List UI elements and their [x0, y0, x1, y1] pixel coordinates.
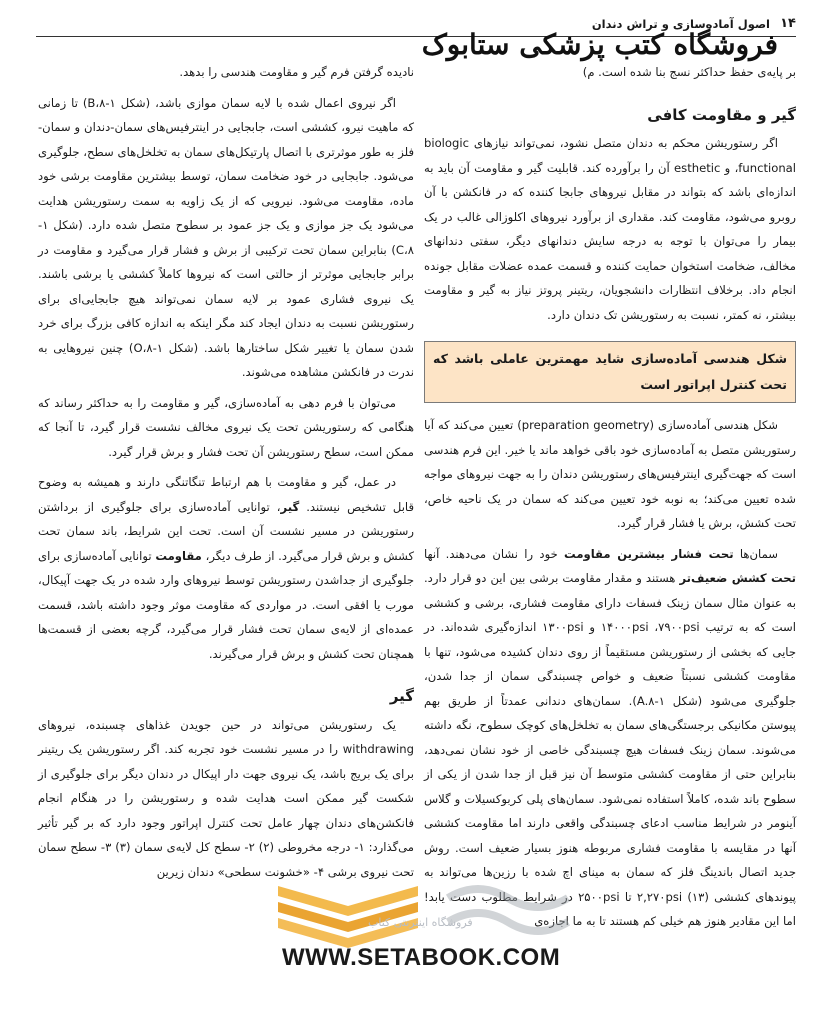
callout-box: شکل هندسی آماده‌سازی شاید مهمترین عاملی باشد که تحت کنترل اپراتور است [424, 341, 796, 403]
watermark-url: WWW.SETABOOK.COM [282, 944, 561, 971]
bold-term: گیر [280, 499, 300, 514]
paragraph: اگر رستوریشن محکم به دندان متصل نشود، نمی‌تواند نیازهای biologic ،functional و esthetic آن را برآورده کند. قابلیت گیر و مقاومت آن باید به اندازه‌ای باشد که بتواند در مقابل نیروهای جابجا کننده که در فانکشن با آن روبرو می‌شود، مقاومت کند. مقداری از برآورد نیروهای اکلوزالی غالب در یک بیمار را می‌توان با توجه به درجه سایش دندانهای دیگر، سفتی دندانهای مخالف، ضخامت استخوان حمایت کننده و قسمت عمده عضلات مقابل جونده انجام داد. برخلاف انتظارات دانشجویان، ریتینر پروتز نیاز به گیر و مقاومت بیشتر، نه کمتر، نسبت به رستوریشن تک دندان دارد. [424, 136, 796, 322]
right-column [424, 60, 796, 940]
paragraph: اگر نیروی اعمال شده با لایه سمان موازی باشد، (شکل ۱-B،۸) تا زمانی که ماهیت نیرو، کششی است، جابجایی در اینترفیس‌های سمان-دندان و سمان-فلز به طور موثرتری با اتصال پارتیکل‌های سمان به تخلخل‌های سطح، جلوگیری می‌شود. جابجایی در خود ضخامت سمان، توسط بیشترین مقاومت برشی خود ماده، مقاومت می‌شود. نیرویی که از یک زاویه به سمت رستوریشن هدایت می‌شود یک جز موازی و یک جز عمود بر سطوح متصل شده دارد. (شکل ۱-C،۸) بنابراین سمان تحت ترکیبی از برش و فشار قرار می‌گیرد و مقاومت در برابر جابجایی موثرتر از حالتی است که نیروها کاملاً کششی یا برشی باشند. یک نیروی فشاری عمود بر لایه سمان نمی‌تواند هیچ جابجایی‌ای برای رستوریشن نسبت به دندان ایجاد کند مگر اینکه به اندازه کافی بزرگ برای خرد شدن سمان یا تغییر شکل ساختارها باشد. (شکل ۱-O،۸) چنین نیروهایی به ندرت در فانکشن مشاهده می‌شوند. [38, 95, 414, 379]
section-heading-retention-resistance: گیر و مقاومت کافی [647, 105, 796, 124]
bold-term: تحت کشش ضعیف‌تر [679, 571, 796, 585]
section-heading-retention: گیر [389, 687, 414, 705]
text-run: در عمل، گیر و مقاومت با هم ارتباط تنگاتنگی دارند و همیشه به وضوح قابل تشخیص نیستند. [38, 475, 414, 514]
watermark-shop-name: فروشگاه کتب پزشکی ستابوک [421, 28, 778, 61]
bold-term: تحت فشار بیشترین مقاومت [564, 546, 734, 561]
intro-line: بر پایه‌ی حفظ حداکثر نسج بنا شده است. م) [582, 65, 796, 79]
text-run: ، توانایی آماده‌سازی برای جلوگیری از برداشتن رستوریشن در مسیر نشست آن است. تحت این شرایط، باند سمان تحت کشش و برش قرار می‌گیرد. از طرف دیگر، [38, 499, 414, 563]
text-run: هستند و مقدار مقاومت برشی بین این دو قرار دارد. به عنوان مثال سمان زینک فسفات دارای مقاومت فشاری، برشی و کششی است که به ترتیب ۱۴۰۰۰psi ،۷۹۰۰psi و ۱۳۰۰psi اندازه‌گیری شده‌اند. در جایی که بخشی از رستوریشن مستقیماً از روی دندان کشیده می‌شود، تنها با مقاومت کششی نسبتاً ضعیف و خواص چسبندگی سمان از جدا شدن، جلوگیری می‌شود (شکل ۱-A.۸). سمان‌های دندانی عمدتاً از طریق بهم پیوستن مکانیکی برجستگی‌های سمان به تخلخل‌های کوچک سطوح، نگه داشته می‌شوند. سمان زینک فسفات هیچ چسبندگی خاصی از خود نشان نمی‌دهد، بنابراین حتی از مقاومت کششی متوسط آن نیز قبل از جدا شدن از یکی از سطوح باند شده، کاملاً استفاده نمی‌شود. سمان‌های پلی کربوکسیلات و گلاس آینومر در شرایط مناسب ادعای چسبندگی واقعی دارند اما مقاومت کششی آنها در مقایسه با مقاومت فشاری مربوطه هنوز بسیار ضعیف است. روش جدید اتصال باندینگ فلز که سمان به مینای اچ شده با رزین‌ها می‌تواند به پیوندهای کششی ۲,۲۷۰psi (۱۳) تا ۲۵۰۰psi در شرایط مطلوب دست یابد! اما این مقادیر هنوز هم خیلی کم هستند تا به ما اجازه‌ی [424, 571, 797, 928]
text-run: خود را نشان می‌دهند. آنها [424, 546, 565, 561]
setabook-watermark-logo [238, 878, 608, 998]
paragraph: نادیده گرفتن فرم گیر و مقاومت هندسی را بدهد. [179, 65, 414, 79]
left-column [38, 60, 414, 890]
paragraph [424, 542, 796, 934]
paragraph: یک رستوریشن می‌تواند در حین جویدن غذاهای چسبنده، نیروهای withdrawing را در مسیر نشست خود تجربه کند. اگر رستوریشن یک ریتینر برای یک بریج باشد، یک نیروی جهت دار اپیکال در دندان دیگر برای جلوگیری از شکست گیر ممکن است هدایت شده و رستوریشن را در هنگام انجام فانکشن‌های دندان چهار عامل تحت کنترل اپراتور وجود دارد که بر گیر تأثیر می‌گذارد: ۱- درجه مخروطی (۲) ۲- سطح کل لایه‌ی سمان (۳) ۳- سطح سمان تحت نیروی برشی ۴- «خشونت سطحی» دندان زیرین [38, 717, 414, 879]
text-run: توانایی آماده‌سازی برای جلوگیری از جداشدن رستوریشن توسط نیروهای وارد شده در یک جهت آپیکال، مورب یا افقی است. در مواردی که مقاومت موثر وجود داشته باشد، قسمت عمده‌ای از لایه‌ی سمان تحت فشار قرار می‌گیرد، گرچه بعضی از قسمت‌ها همچنان تحت کشش و برش قرار می‌گیرند. [38, 548, 414, 661]
text-run: سمان‌ها [733, 546, 778, 561]
paragraph: می‌توان با فرم دهی به آماده‌سازی، گیر و مقاومت را به حداکثر رساند که هنگامی که رستوریشن تحت یک نیروی مخالف نشست قرار گیرد، تا آنجا که ممکن است، سطح رستوریشن آن تحت فشار و برش قرار گیرد. [38, 395, 414, 459]
running-title: اصول آماده‌سازی و تراش دندان [591, 17, 770, 31]
paragraph [38, 470, 414, 666]
watermark-tagline: فروشگاه اینترنتی کتاب [368, 916, 473, 929]
page-number: ۱۴ [780, 16, 796, 31]
paragraph: شکل هندسی آماده‌سازی (preparation geometry) تعیین می‌کند که آیا رستوریشن متصل به آماده‌سازی خود باقی خواهد ماند یا خیر. این فرم هندسی است که جهت‌گیری اینترفیس‌های رستوریشن دندان را به جهت نیروهای مواجه شده تعیین می‌کند؛ به نوبه خود تعیین می‌کند که سمان در یک ناحیه خاص، تحت کشش، برش یا فشار قرار گیرد. [423, 418, 796, 530]
bold-term: مقاومت [155, 548, 202, 563]
